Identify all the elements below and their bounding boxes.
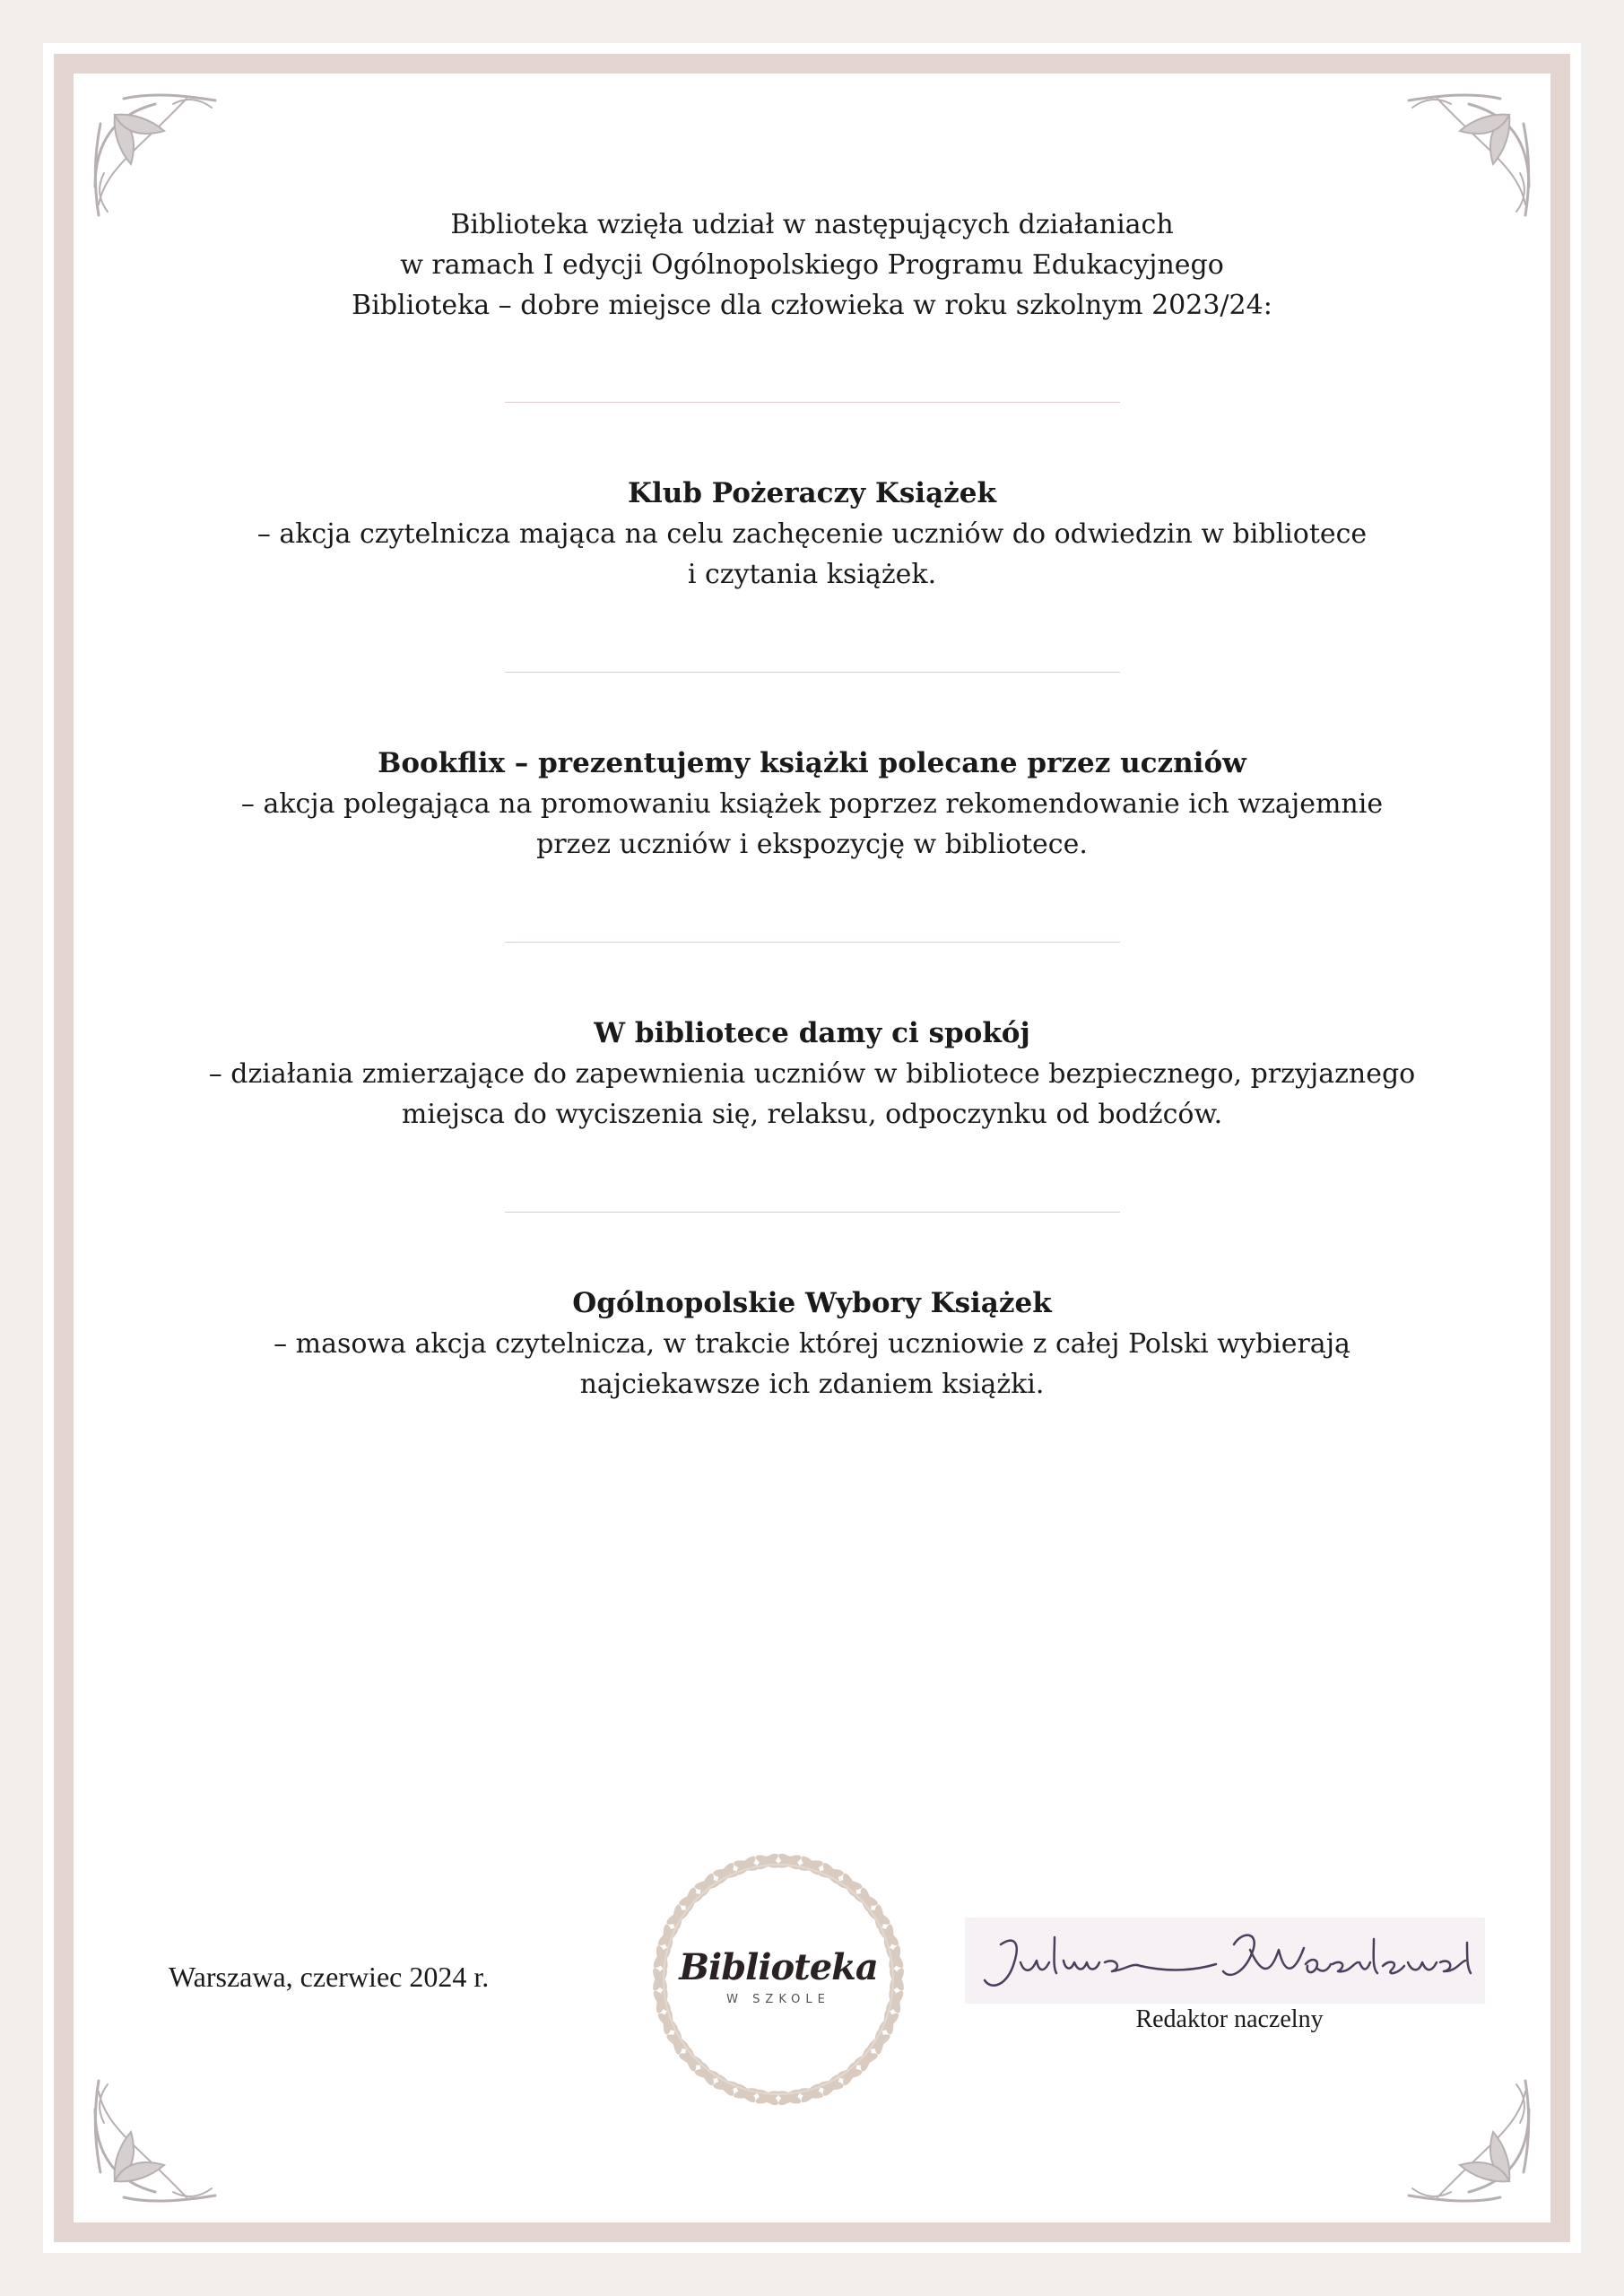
- signature-image: [965, 1918, 1485, 2004]
- section-description: – masowa akcja czytelnicza, w trakcie której uczniowie z całej Polski wybierają: [274, 1328, 1350, 1360]
- section-description: i czytania książek.: [687, 559, 937, 590]
- section-description: – działania zmierzające do zapewnienia uczniów w bibliotece bezpiecznego, przyjaznego: [208, 1058, 1416, 1090]
- wreath-leaf: [777, 1851, 803, 1873]
- corner-ornament-icon: [88, 2074, 222, 2208]
- section-title: Klub Pożeraczy Książek: [628, 477, 996, 509]
- section-title: Bookflix – prezentujemy książki polecane przez uczniów: [378, 747, 1246, 779]
- signer-role: Redaktor naczelny: [1135, 2005, 1324, 2033]
- intro-paragraph: [161, 204, 1463, 326]
- corner-ornament-icon: [88, 88, 222, 222]
- corner-ornament-icon: [1402, 88, 1536, 222]
- wreath-leaf: [754, 2087, 780, 2109]
- corner-ornament-icon: [1402, 2074, 1536, 2208]
- section-description: najciekawsze ich zdaniem książki.: [579, 1369, 1045, 1400]
- logo-subtitle: W SZKOLE: [726, 1993, 830, 2006]
- section-description: miejsca do wyciszenia się, relaksu, odpoczynku od bodźców.: [401, 1099, 1223, 1130]
- section-description: – akcja polegająca na promowaniu książek poprzez rekomendowanie ich wzajemnie: [240, 788, 1384, 820]
- intro-line: Biblioteka wzięła udział w następujących działaniach: [450, 209, 1174, 240]
- section-w-bibliotece: [161, 1013, 1463, 1135]
- section-wybory-ksiazek: [161, 1283, 1463, 1405]
- logo-title: Biblioteka: [679, 1946, 878, 1988]
- section-description: przez uczniów i ekspozycję w bibliotece.: [536, 829, 1088, 860]
- biblioteka-w-szkole-logo: [639, 1840, 917, 2118]
- section-description: – akcja czytelnicza mająca na celu zachęcenie uczniów do odwiedzin w bibliotece: [256, 518, 1368, 550]
- section-bookflix: [161, 743, 1463, 865]
- section-title: W bibliotece damy ci spokój: [594, 1017, 1030, 1049]
- intro-line: w ramach I edycji Ogólnopolskiego Programu Edukacyjnego: [400, 249, 1224, 281]
- place-and-date: Warszawa, czerwiec 2024 r.: [169, 1961, 490, 1993]
- section-title: Ogólnopolskie Wybory Książek: [572, 1287, 1052, 1319]
- intro-line: Biblioteka – dobre miejsce dla człowieka w roku szkolnym 2023/24:: [352, 290, 1272, 321]
- section-klub-pozeraczy: [161, 473, 1463, 595]
- certificate-content: [161, 204, 1463, 1405]
